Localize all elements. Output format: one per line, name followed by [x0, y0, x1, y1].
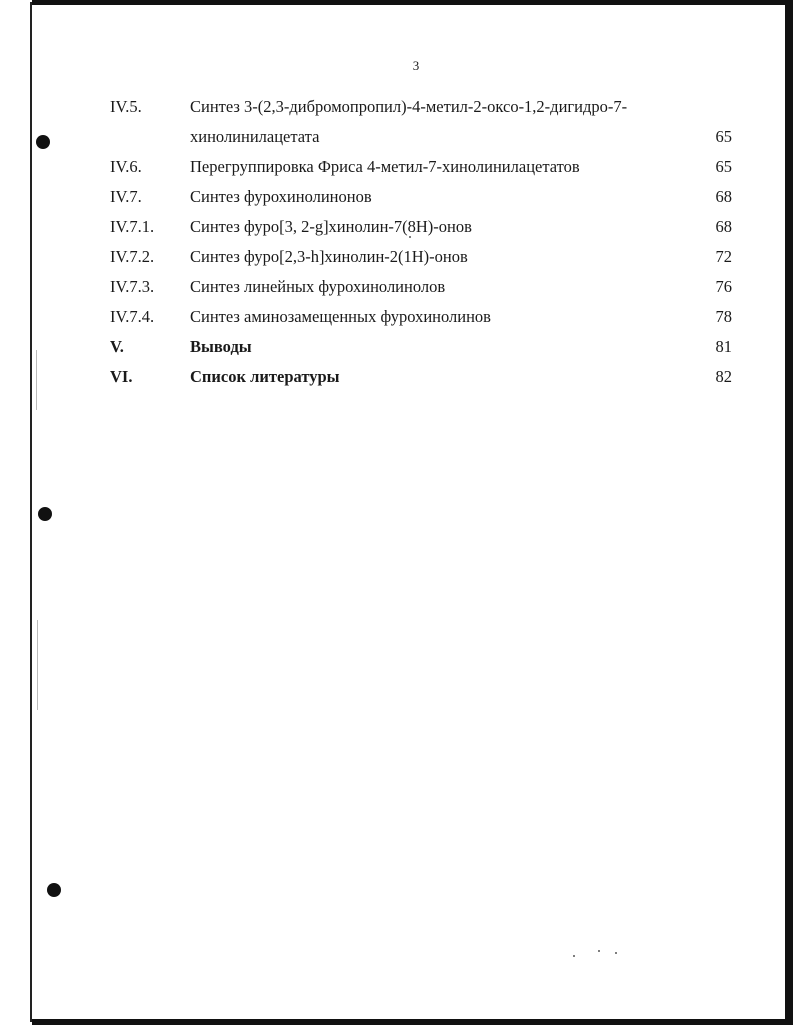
toc-title: Перегруппировка Фриса 4-метил-7-хинолинилацетатов	[190, 157, 580, 176]
toc-page: 81	[715, 337, 732, 356]
toc-title: Синтез аминозамещенных фурохинолинов	[190, 307, 491, 326]
toc-page: 65	[715, 157, 732, 176]
punch-hole-icon	[36, 135, 50, 149]
toc-number: IV.7.1.	[110, 217, 155, 236]
toc-title-line: Синтез 3-(2,3-дибромопропил)-4-метил-2-оксо-1,2-дигидро-7-	[190, 97, 628, 116]
toc-row	[110, 152, 732, 182]
scan-speck	[615, 952, 617, 954]
toc-row	[110, 332, 732, 362]
toc-title: Синтез фурохинолинонов	[190, 187, 372, 206]
scan-border-right	[785, 0, 793, 1025]
toc-number: V.	[110, 337, 124, 356]
scan-border-left	[30, 2, 32, 1022]
toc-number: IV.6.	[110, 157, 142, 176]
scan-border-bottom	[32, 1019, 793, 1025]
scan-border-top	[32, 0, 793, 5]
toc-row	[110, 212, 732, 242]
toc-title: Синтез фуро[3, 2-g]хинолин-7(8H)-онов	[190, 217, 472, 236]
toc-number: IV.7.3.	[110, 277, 155, 296]
toc-row	[110, 182, 732, 212]
toc-page: 68	[715, 187, 732, 206]
toc-number: IV.7.	[110, 187, 142, 206]
toc-number: IV.7.2.	[110, 247, 155, 266]
toc-page: 72	[715, 247, 732, 266]
toc-title-line: хинолинилацетата	[190, 127, 320, 146]
toc-row	[110, 272, 732, 302]
table-of-contents	[110, 92, 732, 392]
page-number: 3	[412, 58, 420, 73]
toc-row	[110, 92, 732, 152]
scan-artifact	[36, 350, 37, 410]
toc-page: 82	[715, 367, 732, 386]
scan-speck	[573, 955, 575, 957]
toc-title: Список литературы	[190, 367, 340, 386]
toc-title: Выводы	[190, 337, 252, 356]
punch-hole-icon	[47, 883, 61, 897]
toc-title	[190, 92, 690, 152]
toc-row	[110, 302, 732, 332]
toc-page: 78	[715, 307, 732, 326]
toc-row	[110, 242, 732, 272]
toc-row	[110, 362, 732, 392]
toc-number: IV.5.	[110, 97, 142, 116]
toc-page: 68	[715, 217, 732, 236]
scan-artifact	[37, 620, 38, 710]
toc-title: Синтез линейных фурохинолинолов	[190, 277, 446, 296]
scan-speck	[598, 950, 600, 952]
toc-page: 76	[715, 277, 732, 296]
toc-number: IV.7.4.	[110, 307, 155, 326]
punch-hole-icon	[38, 507, 52, 521]
toc-page: 65	[715, 127, 732, 146]
toc-title: Синтез фуро[2,3-h]хинолин-2(1H)-онов	[190, 247, 468, 266]
toc-number: VI.	[110, 367, 133, 386]
